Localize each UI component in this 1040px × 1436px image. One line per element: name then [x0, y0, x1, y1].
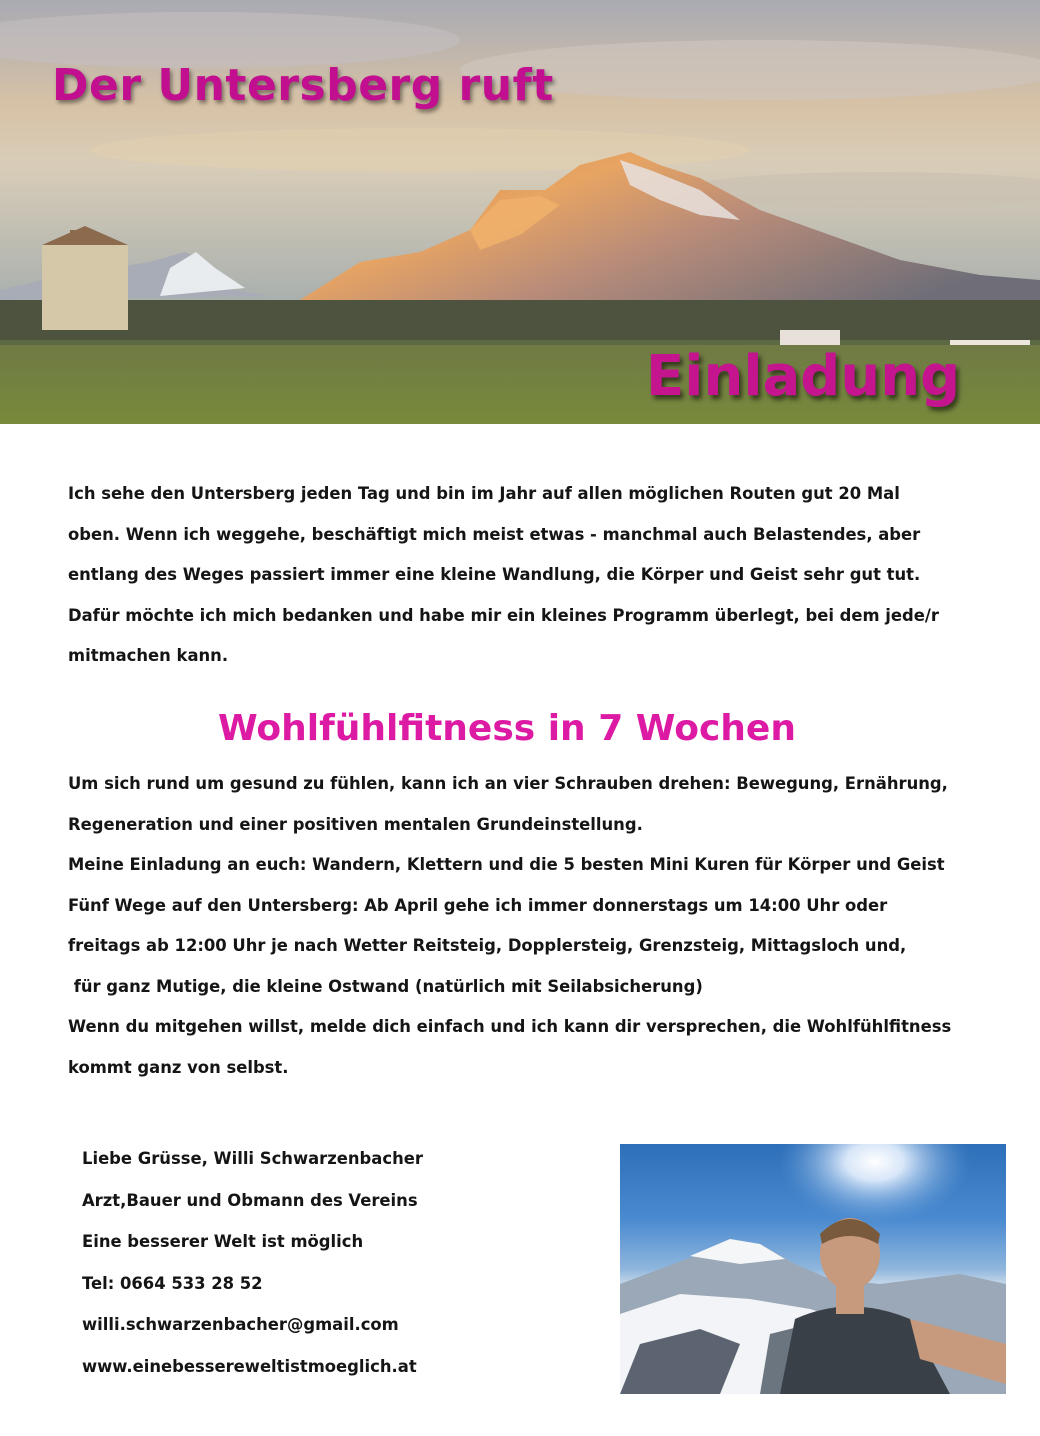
program-line: Um sich rund um gesund zu fühlen, kann ich an vier Schrauben drehen: Bewegung, Ernährung,	[68, 774, 948, 793]
role: Arzt,Bauer und Obmann des Vereins	[82, 1190, 418, 1210]
program-line: Meine Einladung an euch: Wandern, Klettern und die 5 besten Mini Kuren für Körper und Geist	[68, 855, 945, 874]
motto: Eine besserer Welt ist möglich	[82, 1232, 364, 1251]
program-line: Regeneration und einer positiven mentalen Grundeinstellung.	[68, 814, 643, 834]
section-heading: Wohlfühlfitness in 7 Wochen	[218, 708, 796, 749]
intro-line: entlang des Weges passiert immer eine kleine Wandlung, die Körper und Geist sehr gut tut.	[68, 565, 921, 584]
intro-line: Dafür möchte ich mich bedanken und habe mir ein kleines Programm überlegt, bei dem jede/r	[68, 605, 939, 625]
invitation-heading: Einladung	[646, 344, 961, 409]
portrait-photo	[620, 1144, 1006, 1394]
program-line: kommt ganz von selbst.	[68, 1057, 289, 1077]
greeting: Liebe Grüsse, Willi Schwarzenbacher	[82, 1149, 423, 1168]
signature-block	[82, 1138, 542, 1387]
program-line: für ganz Mutige, die kleine Ostwand (natürlich mit Seilabsicherung)	[68, 976, 703, 996]
intro-paragraph	[68, 474, 998, 677]
hero-banner	[0, 0, 1040, 424]
program-line: Wenn du mitgehen willst, melde dich einfach und ich kann dir versprechen, die Wohlfühlfitness	[68, 1017, 952, 1036]
program-line: freitags ab 12:00 Uhr je nach Wetter Reitsteig, Dopplersteig, Grenzsteig, Mittagsloch und,	[68, 936, 907, 955]
program-line: Fünf Wege auf den Untersberg: Ab April gehe ich immer donnerstags um 14:00 Uhr oder	[68, 895, 888, 915]
phone-number: Tel: 0664 533 28 52	[82, 1273, 263, 1293]
selfie-mountain-summit-photo	[620, 1144, 1006, 1394]
website-link: www.einebessereweltistmoeglich.at	[82, 1356, 417, 1376]
intro-line: Ich sehe den Untersberg jeden Tag und bin im Jahr auf allen möglichen Routen gut 20 Mal	[68, 484, 900, 503]
email-address: willi.schwarzenbacher@gmail.com	[82, 1315, 399, 1334]
page-title: Der Untersberg ruft	[52, 60, 554, 111]
intro-line: oben. Wenn ich weggehe, beschäftigt mich meist etwas - manchmal auch Belastendes, aber	[68, 524, 921, 544]
intro-line: mitmachen kann.	[68, 646, 229, 665]
program-paragraph	[68, 764, 1008, 1088]
